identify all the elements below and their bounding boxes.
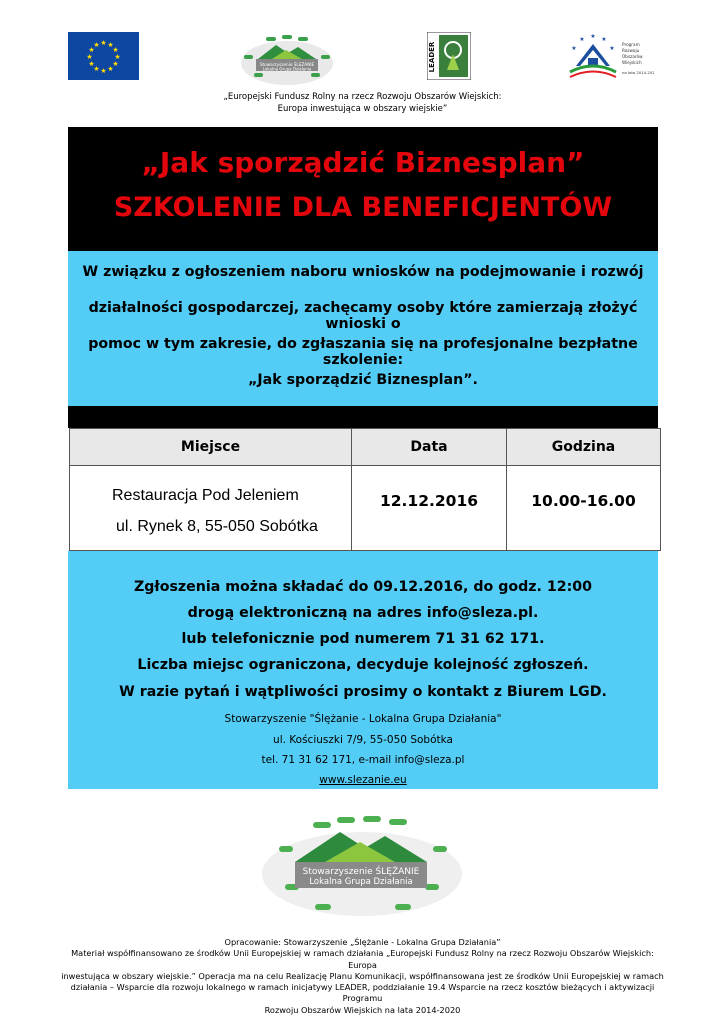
footer-line: inwestująca w obszary wiejskie.” Operacja ma na celu Realizację Planu Komunikacji, współfinansowana jest ze środków Unii Europejskiej w ramach — [61, 970, 664, 981]
svg-text:★: ★ — [590, 33, 596, 40]
org-name: Stowarzyszenie "Ślężanie - Lokalna Grupa Działania" — [224, 713, 502, 725]
svg-text:★: ★ — [93, 65, 100, 73]
title-line-1: „Jak sporządzić Biznesplan” — [141, 146, 585, 179]
details-line: Zgłoszenia można składać do 09.12.2016, do godz. 12:00 — [133, 579, 593, 595]
prow-logo — [566, 32, 654, 82]
footer-line: Rozwoju Obszarów Wiejskich na lata 2014-2020 — [264, 1004, 461, 1015]
svg-text:★: ★ — [100, 67, 107, 75]
title-line-2: SZKOLENIE DLA BENEFICJENTÓW — [113, 192, 613, 223]
svg-text:Lokalna Grupa Działania: Lokalna Grupa Działania — [309, 877, 413, 887]
org-address: ul. Kościuszki 7/9, 55-050 Sobótka — [273, 734, 453, 746]
header-time: Godzina — [506, 428, 661, 466]
event-date: 12.12.2016 — [379, 492, 479, 510]
details-line: Liczba miejsc ograniczona, decyduje kolejność zgłoszeń. — [137, 657, 589, 673]
details-line: drogą elektroniczną na adres info@sleza.pl. — [187, 605, 539, 621]
place-address: ul. Rynek 8, 55-050 Sobótka — [116, 518, 318, 535]
svg-text:★: ★ — [601, 36, 607, 43]
time-cell — [506, 465, 661, 551]
intro-divider — [68, 406, 658, 428]
event-time: 10.00-16.00 — [531, 492, 636, 510]
lgd-logo-large — [255, 812, 470, 922]
place-cell — [69, 465, 352, 551]
details-line: W razie pytań i wątpliwości prosimy o kontakt z Biurem LGD. — [119, 684, 607, 700]
svg-text:★: ★ — [93, 41, 100, 49]
intro-line: W związku z ogłoszeniem naboru wniosków na podejmowanie i rozwój — [82, 264, 644, 280]
svg-text:★: ★ — [88, 46, 95, 54]
footer-line: działania – Wsparcie dla rozwoju lokalnego w ramach inicjatywy LEADER, poddziałanie 19.4 Wsparcie na rzecz kosztów bieżących i aktywizacji Programu — [70, 982, 655, 1004]
lgd-logo — [236, 33, 338, 89]
svg-text:Lokalna Grupa Działania: Lokalna Grupa Działania — [262, 66, 312, 72]
header-date: Data — [351, 428, 507, 466]
svg-text:Obszarów: Obszarów — [622, 54, 643, 59]
svg-text:★: ★ — [112, 46, 119, 54]
svg-text:★: ★ — [112, 60, 119, 68]
svg-text:★: ★ — [609, 45, 615, 52]
svg-text:★: ★ — [100, 39, 107, 47]
svg-text:★: ★ — [86, 53, 93, 61]
header-caption — [150, 91, 575, 115]
place-name: Restauracja Pod Jeleniem — [112, 487, 299, 504]
svg-text:★: ★ — [114, 53, 121, 61]
svg-text:★: ★ — [571, 45, 577, 52]
header-caption-line: Europa inwestująca w obszary wiejskie” — [277, 104, 448, 114]
svg-text:★: ★ — [107, 65, 114, 73]
header-place: Miejsce — [69, 428, 352, 466]
svg-text:Program: Program — [622, 42, 640, 47]
eu-flag-icon — [68, 32, 139, 80]
footer — [60, 937, 665, 1016]
leader-logo — [427, 32, 471, 80]
svg-text:★: ★ — [107, 41, 114, 49]
footer-line: Opracowanie: Stowarzyszenie „Ślężanie - Lokalna Grupa Działania” — [224, 937, 501, 947]
header-caption-line: „Europejski Fundusz Rolny na rzecz Rozwoju Obszarów Wiejskich: — [223, 92, 502, 102]
footer-line: Materiał współfinansowano ze środków Unii Europejskiej w ramach działania „Europejski Fundusz Rolny na rzecz Rozwoju Obszarów Wiejskich: Europa — [71, 948, 654, 970]
org-contact: tel. 71 31 62 171, e-mail info@sleza.pl — [261, 754, 465, 766]
svg-text:★: ★ — [579, 36, 585, 43]
date-cell — [351, 465, 507, 551]
event-table — [69, 428, 661, 551]
svg-text:★: ★ — [88, 60, 95, 68]
intro-line: pomoc w tym zakresie, do zgłaszania się na profesjonalne bezpłatne szkolenie: — [88, 336, 638, 368]
svg-text:Wiejskich: Wiejskich — [622, 60, 642, 65]
svg-text:Rozwoju: Rozwoju — [622, 48, 640, 53]
intro-line: „Jak sporządzić Biznesplan”. — [248, 372, 478, 388]
svg-text:LEADER: LEADER — [428, 41, 436, 73]
details-line: lub telefonicznie pod numerem 71 31 62 171. — [181, 631, 545, 647]
intro-line: działalności gospodarczej, zachęcamy osoby które zamierzają złożyć wnioski o — [88, 300, 638, 332]
svg-text:Stowarzyszenie ŚLĘŻANIE: Stowarzyszenie ŚLĘŻANIE — [259, 62, 315, 67]
svg-text:na lata 2014-2020: na lata 2014-2020 — [622, 70, 654, 75]
website-link[interactable]: www.slezanie.eu — [319, 774, 407, 786]
svg-text:Stowarzyszenie ŚLĘŻANIE: Stowarzyszenie ŚLĘŻANIE — [302, 867, 420, 877]
